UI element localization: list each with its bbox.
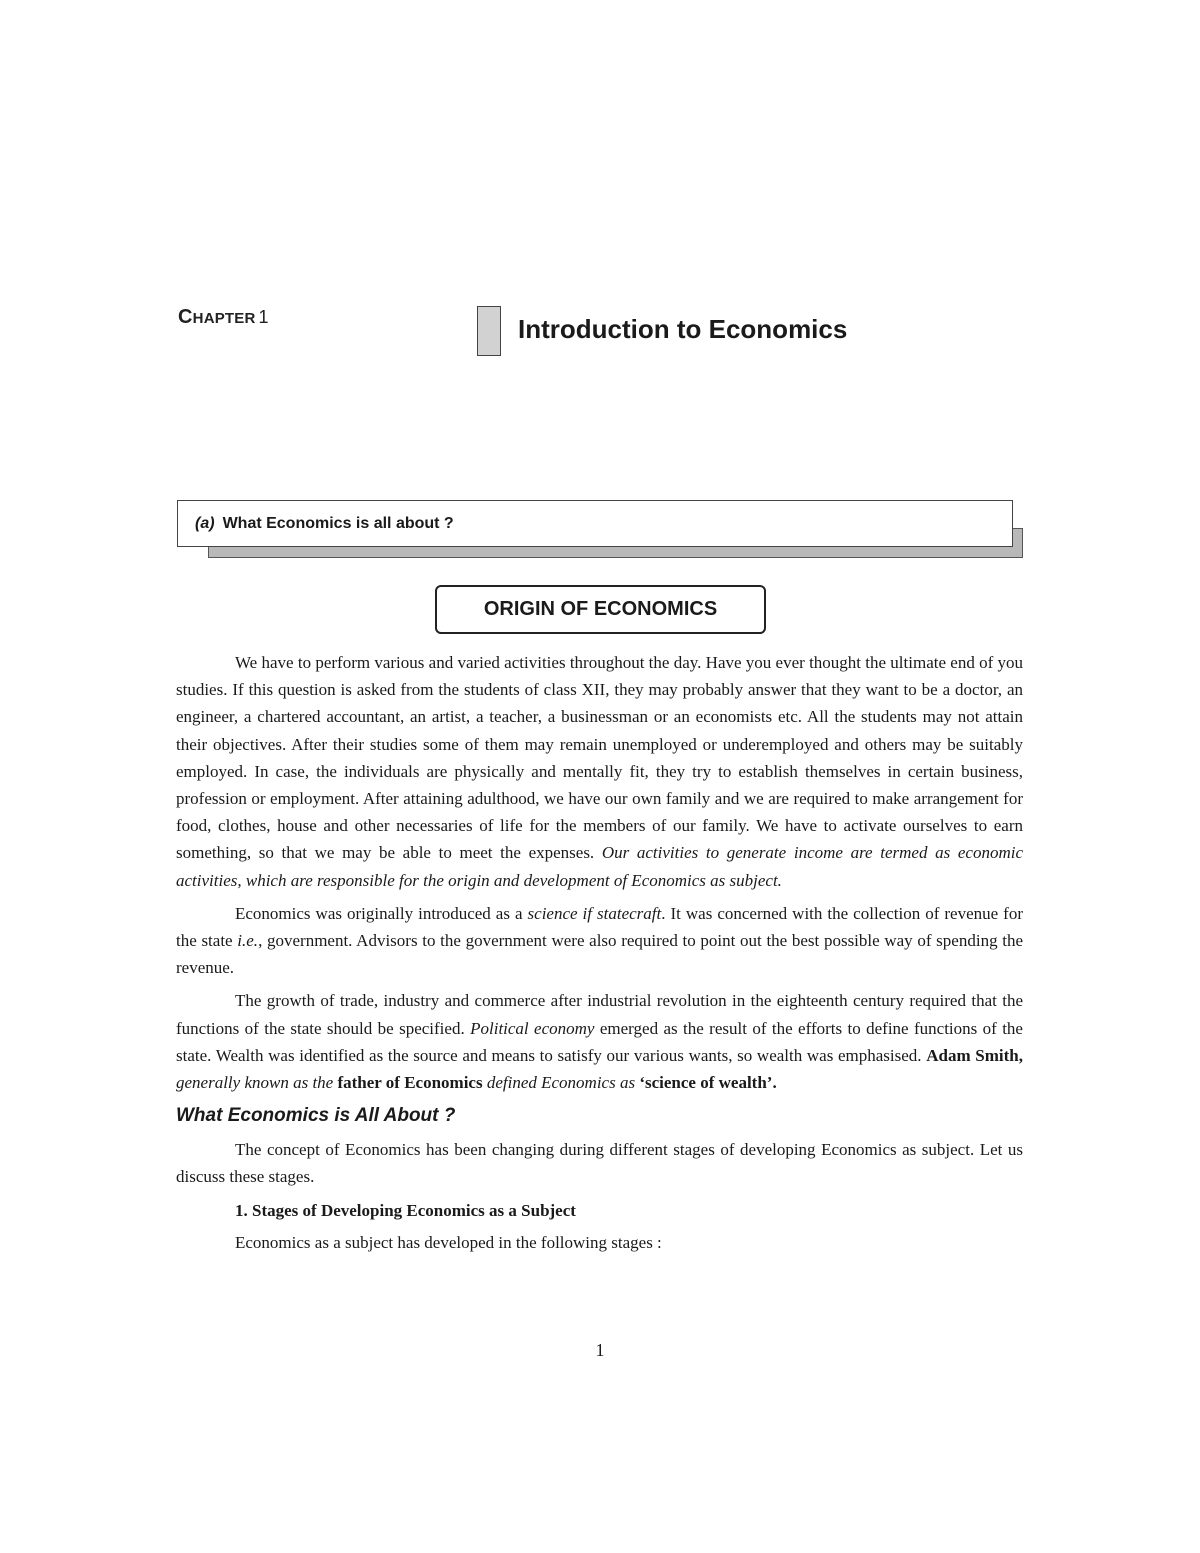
paragraph-3-e: generally known as the (176, 1073, 338, 1093)
paragraph-3-c: emerged as the result of the efforts to define functions of the state. Wealth was identified as the source and means to satisfy our various wants, so wealth was emphasised. (176, 1018, 1023, 1065)
chapter-label (178, 306, 269, 329)
page-number: 1 (595, 1340, 605, 1360)
section-box (177, 500, 1013, 547)
paragraph-1-emphasis: Our activities to generate income are termed as economic activities, which are responsible for the origin and development of Economics as subject. (176, 843, 1023, 890)
section-letter: (a) (195, 514, 215, 532)
paragraph-2-a: Economics was originally introduced as a (235, 903, 528, 923)
stage-heading: 1. Stages of Developing Economics as a Subject (235, 1200, 576, 1220)
paragraph-3-a: The growth of trade, industry and commerce after industrial revolution in the eighteenth century required that the functions of the state should be specified. (176, 991, 1023, 1038)
paragraph-3-f: father of Economics (337, 1073, 483, 1093)
paragraph-3-h: ‘science of wealth’. (639, 1073, 777, 1093)
paragraph-3-d: Adam Smith, (926, 1045, 1023, 1065)
chapter-title: Introduction to Economics (518, 314, 848, 344)
section-title: What Economics is all about ? (222, 514, 454, 532)
origin-heading-box: ORIGIN OF ECONOMICS (435, 585, 766, 634)
paragraph-1 (176, 649, 1023, 894)
paragraph-2-c: . It was concerned with the collection of revenue for the state (176, 903, 1024, 951)
chapter-number: 1 (258, 307, 269, 327)
paragraph-3-g: defined Economics as (482, 1073, 640, 1093)
chapter-title-marker (477, 306, 501, 356)
chapter-label-initial: C (178, 306, 193, 328)
body-content (176, 649, 1023, 1262)
paragraph-2-b: science if statecraft (527, 903, 662, 923)
chapter-label-word: HAPTER (192, 310, 256, 327)
sub-heading: What Economics is All About ? (176, 1105, 456, 1127)
paragraph-3-b: Political economy (470, 1018, 595, 1038)
paragraph-2-e: , government. Advisors to the government were also required to point out the best possible way of spending the revenue. (176, 931, 1024, 978)
paragraph-1-text: We have to perform various and varied activities throughout the day. Have you ever thought the ultimate end of you studies. If this question is asked from the students of class XII, they may probably answer that they want to be a doctor, an engineer, a chartered accountant, an artist, a teacher, a businessman or an economists etc. All the students may not attain their objectives. After their studies some of them may remain unemployed or underemployed and others may be suitably employed. In case, the individuals are physically and mentally fit, they try to establish themselves in certain business, profession or employment. After attaining adulthood, we have our own family and we are required to make arrangement for food, clothes, house and other necessaries of life for the members of our family. We have to activate ourselves to earn something, so that we may be able to meet the expenses. (176, 653, 1023, 863)
paragraph-5: Economics as a subject has developed in the following stages : (235, 1232, 662, 1252)
paragraph-4: The concept of Economics has been changing during different stages of developing Economics as subject. Let us discuss these stages. (176, 1140, 1023, 1187)
paragraph-2 (176, 900, 1023, 982)
paragraph-2-d: i.e. (237, 931, 259, 951)
paragraph-3 (176, 987, 1023, 1096)
